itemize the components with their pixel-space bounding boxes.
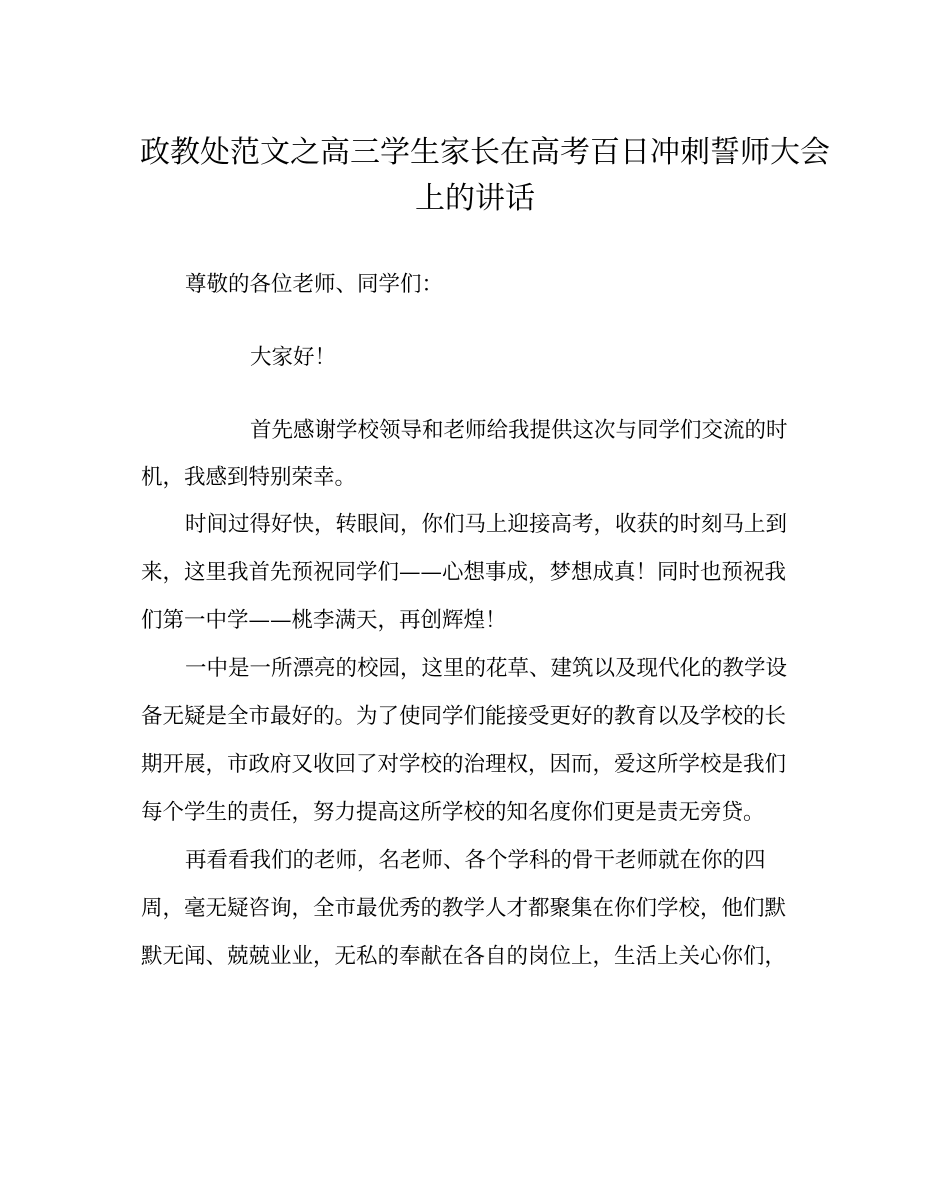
paragraph-line: 周，毫无疑咨询，全市最优秀的教学人才都聚集在你们学校，他们默 (141, 896, 787, 921)
paragraph-line: 时间过得好快，转眼间，你们马上迎接高考，收获的时刻马上到 (185, 512, 788, 537)
salutation: 尊敬的各位老师、同学们： (185, 272, 444, 297)
paragraph-line: 每个学生的责任，努力提高这所学校的知名度你们更是责无旁贷。 (141, 800, 765, 825)
document-title-line-2: 上的讲话 (415, 181, 535, 216)
paragraph-line: 们第一中学——桃李满天，再创辉煌！ (141, 608, 507, 633)
paragraph-line: 备无疑是全市最好的。为了使同学们能接受更好的教育以及学校的长 (141, 704, 787, 729)
greeting: 大家好！ (250, 345, 337, 370)
paragraph-line: 机，我感到特别荣幸。 (141, 465, 357, 490)
paragraph-line: 首先感谢学校领导和老师给我提供这次与同学们交流的时 (250, 418, 788, 443)
paragraph-line: 再看看我们的老师，名老师、各个学科的骨干老师就在你的四 (185, 848, 766, 873)
paragraph-line: 来，这里我首先预祝同学们——心想事成，梦想成真！同时也预祝我 (141, 560, 787, 585)
document-title-line-1: 政教处范文之高三学生家长在高考百日冲刺誓师大会 (140, 135, 830, 170)
paragraph-line: 一中是一所漂亮的校园，这里的花草、建筑以及现代化的教学设 (185, 656, 788, 681)
paragraph-line: 默无闻、兢兢业业，无私的奉献在各自的岗位上，生活上关心你们， (141, 944, 787, 969)
paragraph-line: 期开展，市政府又收回了对学校的治理权，因而，爱这所学校是我们 (141, 752, 787, 777)
